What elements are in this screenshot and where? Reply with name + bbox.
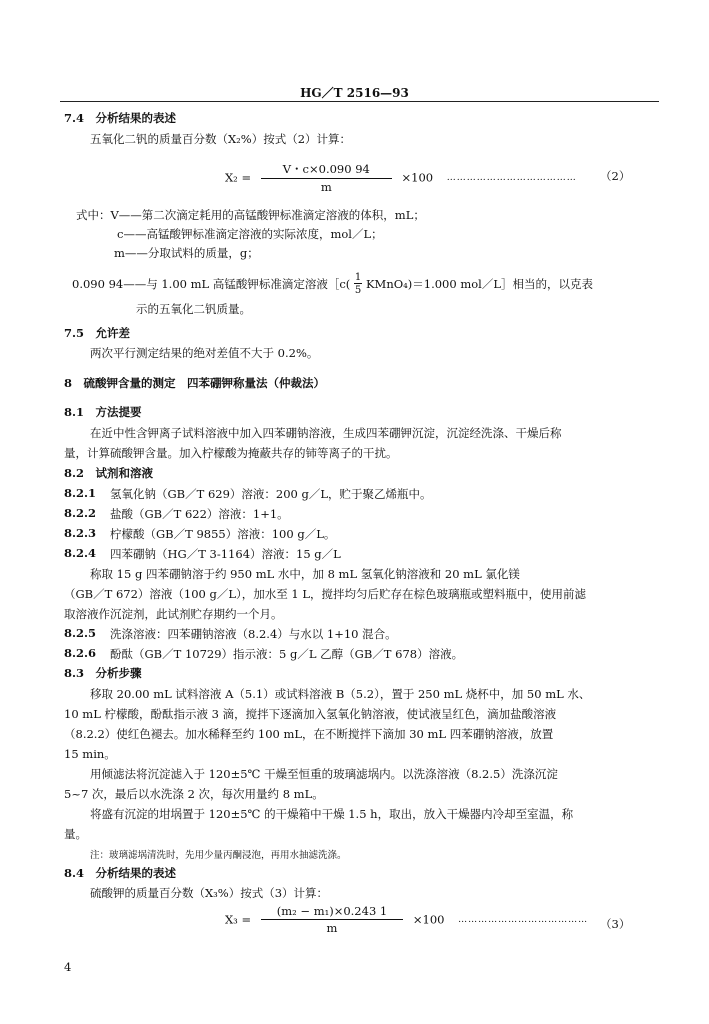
where-V: 式中：V——第二次滴定耗用的高锰酸钾标准滴定溶液的体积，mL；	[76, 208, 425, 222]
equation-2-denominator: m	[320, 180, 332, 194]
section-8-3-p2b: 5~7 次，最后以水洗涤 2 次，每次用量约 8 mL。	[64, 787, 324, 801]
constant-definition-c: 示的五氧化二钒质量。	[136, 302, 251, 316]
item-8-2-4-text: 四苯硼钠（HG／T 3-1164）溶液：15 g／L	[110, 547, 341, 561]
section-8-3-note: 注：玻璃滤埚清洗时，先用少量丙酮浸泡，再用水抽滤洗涤。	[90, 850, 347, 861]
section-8-1-title: 8.1 方法提要	[64, 405, 142, 419]
section-7-5-text: 两次平行测定结果的绝对差值不大于 0.2%。	[90, 346, 319, 360]
equation-2-fraction	[261, 161, 392, 194]
item-8-2-6-text: 酚酞（GB／T 10729）指示液：5 g／L 乙醇（GB／T 678）溶液。	[110, 647, 464, 661]
equation-2-number: （2）	[600, 169, 631, 183]
equation-2-numerator: V・c×0.090 94	[261, 161, 392, 179]
where-c: c——高锰酸钾标准滴定溶液的实际浓度，mol／L；	[117, 227, 383, 241]
section-7-4-intro: 五氧化二钒的质量百分数（X₂%）按式（2）计算：	[90, 132, 352, 146]
equation-3-lhs: X₃ =	[225, 912, 252, 927]
section-8-3-p3b: 量。	[64, 827, 87, 841]
constant-fraction-den: 5	[354, 285, 362, 296]
section-8-3-p3a: 将盛有沉淀的坩埚置于 120±5℃ 的干燥箱中干燥 1.5 h，取出，放入干燥器内冷却至室温，称	[90, 807, 574, 821]
item-8-2-1-text: 氢氧化钠（GB／T 629）溶液：200 g／L，贮于聚乙烯瓶中。	[110, 487, 432, 501]
item-8-2-4-p3: 取溶液作沉淀剂，此试剂贮存期约一个月。	[64, 607, 283, 621]
equation-3-number: （3）	[600, 917, 631, 931]
page-header: HG／T 2516—93	[300, 86, 409, 100]
item-8-2-4-p1: 称取 15 g 四苯硼钠溶于约 950 mL 水中，加 8 mL 氢氧化钠溶液和 20 mL 氯化镁	[90, 567, 520, 581]
section-8-3-p1d: 15 min。	[64, 747, 116, 761]
section-8-3-p1c: （8.2.2）使红色褪去。加水稀释至约 100 mL，在不断搅拌下滴加 30 mL 四苯硼钠溶液，放置	[64, 727, 554, 741]
page-number: 4	[64, 960, 72, 974]
section-8-2-title: 8.2 试剂和溶液	[64, 466, 154, 480]
constant-definition-a: 0.090 94——与 1.00 mL 高锰酸钾标准滴定溶液［c(	[72, 277, 351, 291]
equation-3-numerator: (m₂ − m₁)×0.243 1	[261, 904, 403, 920]
equation-2	[225, 161, 577, 194]
section-8-title: 8 硫酸钾含量的测定 四苯硼钾称量法（仲裁法）	[64, 376, 325, 390]
section-8-1-p1: 在近中性含钾离子试料溶液中加入四苯硼钠溶液，生成四苯硼钾沉淀，沉淀经洗涤、干燥后称	[90, 426, 562, 440]
section-8-1-p2: 量，计算硫酸钾含量。加入柠檬酸为掩蔽共存的铈等离子的干扰。	[64, 446, 398, 460]
item-8-2-2-text: 盐酸（GB／T 622）溶液：1+1。	[110, 507, 289, 521]
item-8-2-3-number: 8.2.3	[64, 526, 97, 540]
constant-definition-line	[72, 272, 593, 296]
equation-3-leader: …………………………………	[458, 914, 589, 925]
item-8-2-3-text: 柠檬酸（GB／T 9855）溶液：100 g／L。	[110, 527, 336, 541]
section-8-4-title: 8.4 分析结果的表述	[64, 866, 177, 880]
section-7-5-title: 7.5 允许差	[64, 326, 131, 340]
item-8-2-4-p2: （GB／T 672）溶液（100 g／L），加水至 1 L，搅拌均匀后贮存在棕色玻璃瓶或塑料瓶中，使用前滤	[64, 587, 587, 601]
constant-fraction	[354, 272, 362, 296]
section-8-3-title: 8.3 分析步骤	[64, 666, 142, 680]
equation-3-fraction	[261, 904, 403, 935]
section-7-4-title: 7.4 分析结果的表述	[64, 111, 177, 125]
constant-fraction-num: 1	[354, 272, 362, 283]
equation-3-multiplier: ×100	[412, 912, 445, 927]
where-m: m——分取试料的质量，g；	[114, 246, 259, 260]
equation-3	[225, 904, 588, 935]
item-8-2-5-text: 洗涤溶液：四苯硼钠溶液（8.2.4）与水以 1+10 混合。	[110, 627, 397, 641]
section-8-4-intro: 硫酸钾的质量百分数（X₃%）按式（3）计算：	[90, 886, 329, 900]
header-rule	[60, 101, 659, 102]
section-8-3-p1a: 移取 20.00 mL 试料溶液 A（5.1）或试料溶液 B（5.2），置于 250 mL 烧杯中，加 50 mL 水、	[90, 687, 591, 701]
item-8-2-5-number: 8.2.5	[64, 626, 97, 640]
equation-2-multiplier: ×100	[401, 170, 434, 185]
section-8-3-p2a: 用倾滤法将沉淀滤入于 120±5℃ 干燥至恒重的玻璃滤埚内。以洗涤溶液（8.2.5）洗涤沉淀	[90, 767, 558, 781]
item-8-2-2-number: 8.2.2	[64, 506, 97, 520]
item-8-2-4-number: 8.2.4	[64, 546, 97, 560]
equation-3-denominator: m	[326, 921, 338, 935]
section-8-3-p1b: 10 mL 柠檬酸，酚酞指示液 3 滴，搅拌下逐滴加入氢氧化钠溶液，使试液呈红色，滴加盐酸溶液	[64, 707, 557, 721]
item-8-2-6-number: 8.2.6	[64, 646, 97, 660]
equation-2-leader: …………………………………	[446, 172, 577, 183]
constant-definition-b: KMnO₄)＝1.000 mol／L］相当的，以克表	[365, 277, 593, 291]
item-8-2-1-number: 8.2.1	[64, 486, 97, 500]
equation-2-lhs: X₂ =	[225, 170, 252, 185]
